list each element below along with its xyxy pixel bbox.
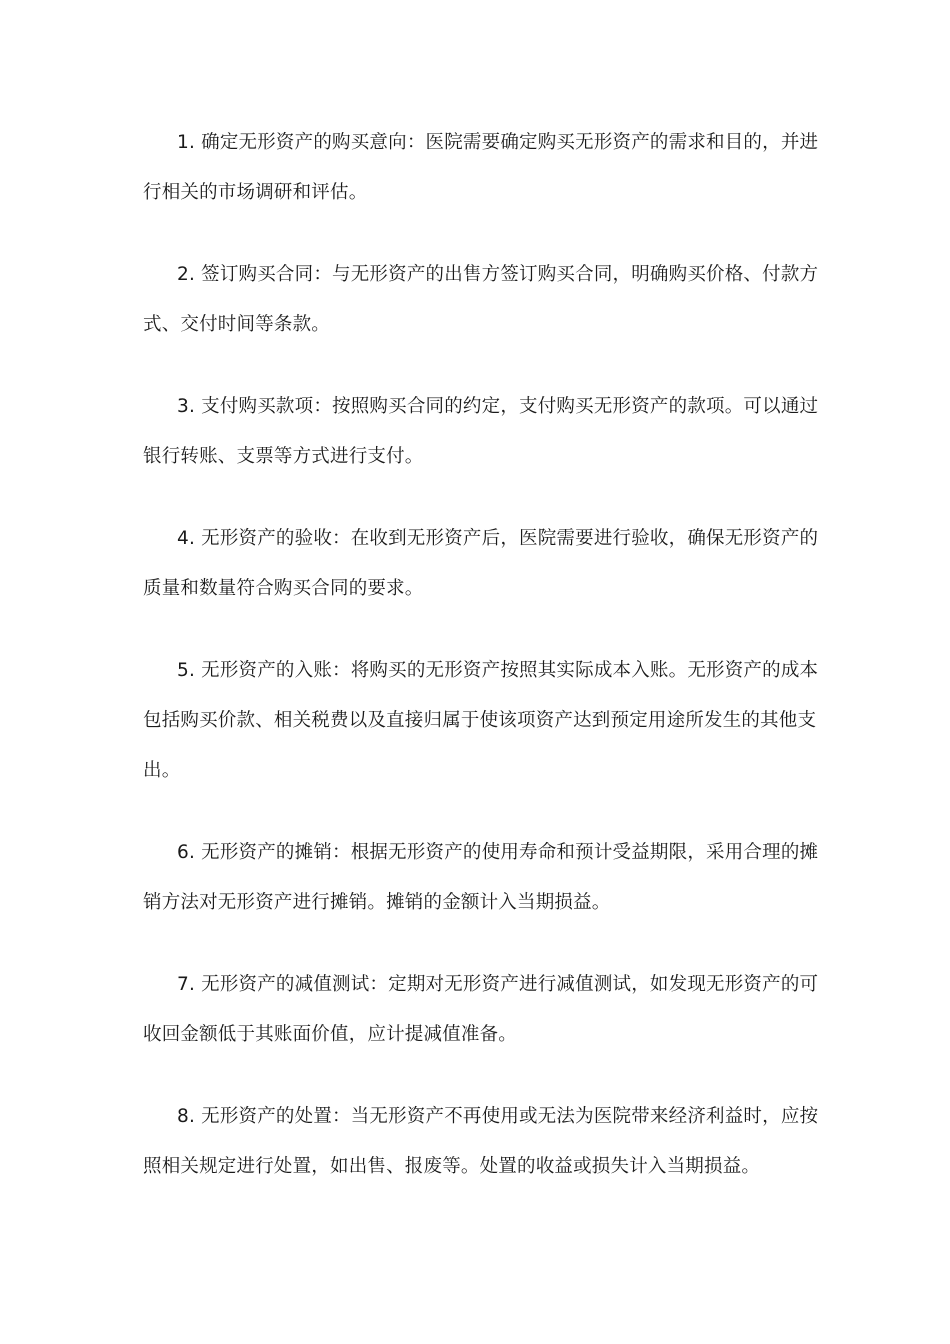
paragraph-2: 2. 签订购买合同：与无形资产的出售方签订购买合同，明确购买价格、付款方式、交付时间等条款。 — [143, 264, 819, 335]
paragraph-5: 5. 无形资产的入账：将购买的无形资产按照其实际成本入账。无形资产的成本包括购买价款、相关税费以及直接归属于使该项资产达到预定用途所发生的其他支出。 — [143, 660, 819, 781]
document-body — [143, 118, 823, 1224]
paragraph-1: 1. 确定无形资产的购买意向：医院需要确定购买无形资产的需求和目的，并进行相关的市场调研和评估。 — [143, 132, 819, 203]
paragraph-4: 4. 无形资产的验收：在收到无形资产后，医院需要进行验收，确保无形资产的质量和数量符合购买合同的要求。 — [143, 528, 819, 599]
paragraph-3: 3. 支付购买款项：按照购买合同的约定，支付购买无形资产的款项。可以通过银行转账、支票等方式进行支付。 — [143, 396, 819, 467]
paragraph-8: 8. 无形资产的处置：当无形资产不再使用或无法为医院带来经济利益时，应按照相关规定进行处置，如出售、报废等。处置的收益或损失计入当期损益。 — [143, 1106, 819, 1177]
paragraph-6: 6. 无形资产的摊销：根据无形资产的使用寿命和预计受益期限，采用合理的摊销方法对无形资产进行摊销。摊销的金额计入当期损益。 — [143, 842, 819, 913]
paragraph-7: 7. 无形资产的减值测试：定期对无形资产进行减值测试，如发现无形资产的可收回金额低于其账面价值，应计提减值准备。 — [143, 974, 819, 1045]
